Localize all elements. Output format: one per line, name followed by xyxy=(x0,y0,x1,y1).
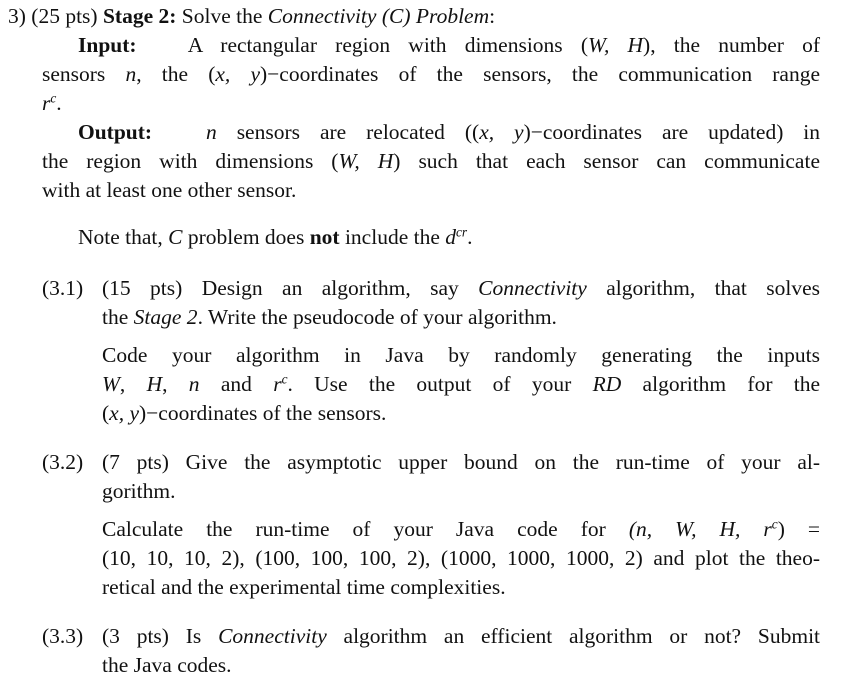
part-text: and xyxy=(220,372,252,396)
part-text: and plot the theo- xyxy=(653,546,821,570)
algorithm-name: RD xyxy=(592,372,622,396)
math-var: x, y xyxy=(215,62,261,86)
input-label: Input: xyxy=(78,33,137,57)
note-text: problem does xyxy=(187,225,305,249)
input-text: ), the number of xyxy=(643,33,820,57)
math-var: d xyxy=(445,225,457,249)
part-3-1-para2-line-2: W, H, n and $r^c$. Use the output of your RD algorithm for the xyxy=(102,371,821,396)
math-sup: c xyxy=(281,371,288,387)
part-3-3-label: (3.3) xyxy=(42,624,84,648)
part-points: (7 pts) xyxy=(102,450,169,474)
part-3-2-label: (3.2) xyxy=(42,450,84,474)
input-line-2 xyxy=(42,64,820,86)
math-var: W xyxy=(102,372,120,396)
input-text: )−coordinates of the sensors, the communication range xyxy=(260,62,821,86)
part-3-2-para2-line-2 xyxy=(102,548,820,570)
input-text: sensors xyxy=(42,62,106,86)
math-sup: cr xyxy=(456,224,468,240)
part-text: gorithm. xyxy=(102,479,176,503)
output-line-3 xyxy=(42,180,296,202)
question-number: 3) xyxy=(8,4,26,28)
part-text: the Java codes. xyxy=(102,653,232,677)
output-text: with at least one other sensor. xyxy=(42,178,297,202)
input-line-1 xyxy=(78,35,820,57)
part-text: retical and the experimental time complexities. xyxy=(102,575,506,599)
part-text: Code your algorithm in Java by randomly generating the inputs xyxy=(102,343,820,367)
algorithm-name: Connectivity xyxy=(218,624,327,648)
part-points: (3 pts) xyxy=(102,624,169,648)
math-tuple: ) xyxy=(777,517,785,541)
part-text: algorithm, that solves xyxy=(606,276,820,300)
part-3-2-line-1 xyxy=(102,452,820,474)
input-text: . xyxy=(56,91,62,115)
output-text: the region with dimensions ( xyxy=(42,149,339,173)
output-label: Output: xyxy=(78,120,153,144)
part-3-1-para2-line-3: (x, y)−coordinates of the sensors. xyxy=(102,401,387,425)
output-line-2 xyxy=(42,151,820,173)
note-text: include the xyxy=(344,225,440,249)
part-3-1-line-1 xyxy=(102,278,820,300)
output-text: sensors are relocated (( xyxy=(236,120,480,144)
problem-name: Connectivity (C) Problem xyxy=(267,4,490,28)
input-text: A rectangular region with dimensions ( xyxy=(187,33,589,57)
part-text: algorithm an efficient algorithm or not? Submit xyxy=(343,624,821,648)
part-text: Design an algorithm, say xyxy=(201,276,459,300)
math-var: W, H xyxy=(588,33,644,57)
output-line-1 xyxy=(78,122,820,144)
output-text: )−coordinates are updated) in xyxy=(523,120,821,144)
math-var: W, H xyxy=(338,149,394,173)
math-var: x, y xyxy=(479,120,524,144)
math-var: n xyxy=(125,62,137,86)
part-3-1-label: (3.1) xyxy=(42,276,84,300)
part-points: (15 pts) xyxy=(102,276,183,300)
part-text: Calculate the run-time of your Java code for xyxy=(102,517,606,541)
heading-end: : xyxy=(489,4,496,28)
math-var: C xyxy=(168,225,183,249)
question-points: (25 pts) xyxy=(31,4,98,28)
part-text: Is xyxy=(185,624,202,648)
input-text: , the ( xyxy=(136,62,216,86)
part-text: the xyxy=(102,305,129,329)
math-var: n xyxy=(188,372,200,396)
algorithm-name: Connectivity xyxy=(478,276,587,300)
part-3-1-line-2 xyxy=(102,307,557,329)
stage-label: Stage 2: xyxy=(102,4,177,28)
part-3-3-line-1 xyxy=(102,626,820,648)
note-line xyxy=(78,224,473,249)
part-3-3-line-2 xyxy=(102,655,232,677)
part-text: algorithm for the xyxy=(642,372,821,396)
math-var: H xyxy=(146,372,163,396)
math-sup: c xyxy=(50,90,57,106)
heading-text: Solve the xyxy=(181,4,263,28)
note-emphasis: not xyxy=(309,225,340,249)
part-text: . Write the pseudocode of your algorithm. xyxy=(197,305,557,329)
part-3-2-line-2 xyxy=(102,481,175,503)
math-sup: c xyxy=(771,516,778,532)
math-tuple: (n, W, H, r xyxy=(628,517,772,541)
math-equals: = xyxy=(807,517,821,541)
part-text: )−coordinates of the sensors. xyxy=(139,401,387,425)
math-var: x, y xyxy=(109,401,140,425)
stage-name: Stage 2 xyxy=(133,305,198,329)
math-var: r xyxy=(273,372,282,396)
math-var: n xyxy=(205,120,217,144)
math-var: r xyxy=(42,91,51,115)
question-heading xyxy=(8,6,495,28)
part-3-2-para2-line-3 xyxy=(102,577,506,599)
input-line-3 xyxy=(42,90,62,115)
math-values: (10, 10, 10, 2), (100, 100, 100, 2), (1000, 1000, 1000, 2) xyxy=(102,546,643,570)
note-text: Note that, xyxy=(78,225,163,249)
part-3-1-para2-line-1 xyxy=(102,345,820,367)
output-text: ) such that each sensor can communicate xyxy=(393,149,820,173)
part-3-2-para2-line-1 xyxy=(102,516,821,541)
note-text: . xyxy=(467,225,473,249)
part-text: Use the output of your xyxy=(314,372,572,396)
part-text: Give the asymptotic upper bound on the run-time of your al- xyxy=(185,450,820,474)
